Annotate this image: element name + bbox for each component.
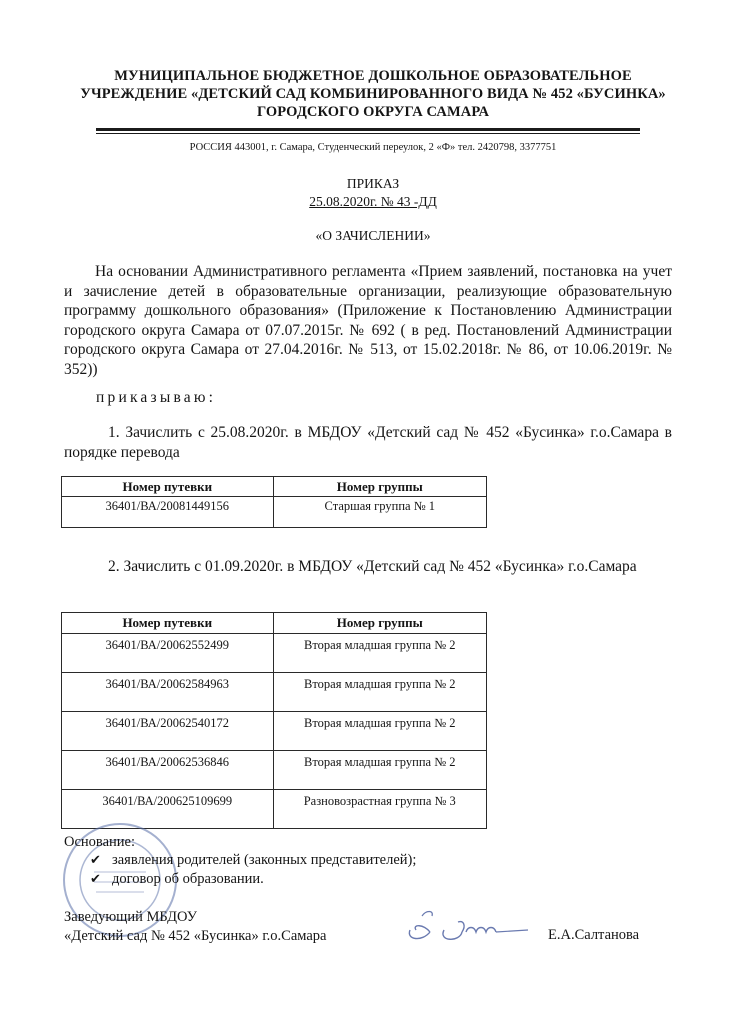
group-number: Старшая группа № 1	[273, 497, 486, 528]
table-row	[62, 497, 487, 528]
voucher-number: 36401/ВА/20062536846	[62, 751, 274, 790]
order-title: ПРИКАЗ	[346, 176, 400, 191]
table-row	[62, 712, 487, 751]
voucher-number: 36401/ВА/20062552499	[62, 634, 274, 673]
handwritten-signature	[404, 906, 534, 944]
column-header-group: Номер группы	[273, 613, 486, 634]
voucher-number: 36401/ВА/20081449156	[62, 497, 274, 528]
voucher-number: 36401/ВА/200625109699	[62, 790, 274, 829]
column-header-voucher: Номер путевки	[62, 477, 274, 497]
table-transfer	[61, 476, 487, 528]
order-number-line	[0, 194, 746, 210]
check-icon: ✔	[90, 853, 101, 868]
item-2-text: 2. Зачислить с 01.09.2020г. в МБДОУ «Детский сад № 452 «Бусинка» г.о.Самара	[108, 558, 637, 575]
table-row	[62, 673, 487, 712]
item-2	[64, 557, 672, 577]
item-1	[64, 423, 672, 463]
signer-organization: «Детский сад № 452 «Бусинка» г.о.Самара	[64, 928, 327, 944]
org-header	[40, 67, 706, 121]
header-rule-thick	[96, 128, 640, 131]
group-number: Разновозрастная группа № 3	[273, 790, 486, 829]
basis-item-text: заявления родителей (законных представителей);	[112, 852, 417, 868]
org-name-line1: МУНИЦИПАЛЬНОЕ БЮДЖЕТНОЕ ДОШКОЛЬНОЕ ОБРАЗОВАТЕЛЬНОЕ	[114, 68, 632, 84]
basis-item	[90, 852, 416, 869]
org-address: РОССИЯ 443001, г. Самара, Студенческий переулок, 2 «Ф» тел. 2420798, 3377751	[189, 142, 557, 153]
signer-name: Е.А.Салтанова	[548, 927, 640, 943]
paragraph-text: На основании Административного регламента «Прием заявлений, постановка на учет и зачисление детей в образовательные организации, реализующие образовательную программу дошкольного образования» (Приложение к Постановлению Администрации городского округа Самара от 07.07.2015г. № 692 ( в ред. Постановлений Администрации городского округа Самара от 27.04.2016г. № 513, от 15.02.2018г. № 86, от 10.06.2019г. № 352))	[64, 263, 672, 378]
column-header-voucher: Номер путевки	[62, 613, 274, 634]
orders-word: приказываю:	[96, 389, 217, 406]
order-subject: «О ЗАЧИСЛЕНИИ»	[315, 228, 431, 243]
table-enrollment	[61, 612, 487, 829]
basis-label: Основание:	[64, 834, 135, 850]
group-number: Вторая младшая группа № 2	[273, 634, 486, 673]
check-icon: ✔	[90, 872, 101, 887]
table-row	[62, 751, 487, 790]
voucher-number: 36401/ВА/20062540172	[62, 712, 274, 751]
group-number: Вторая младшая группа № 2	[273, 673, 486, 712]
org-name-line3: ГОРОДСКОГО ОКРУГА САМАРА	[256, 104, 490, 120]
basis-item	[90, 871, 264, 888]
table-header-row	[62, 477, 487, 497]
org-name-line2: УЧРЕЖДЕНИЕ «ДЕТСКИЙ САД КОМБИНИРОВАННОГО ВИДА № 452 «БУСИНКА»	[80, 86, 666, 102]
item-1-text: 1. Зачислить с 25.08.2020г. в МБДОУ «Детский сад № 452 «Бусинка» г.о.Самара в порядке перевода	[64, 424, 672, 461]
group-number: Вторая младшая группа № 2	[273, 751, 486, 790]
group-number: Вторая младшая группа № 2	[273, 712, 486, 751]
voucher-number: 36401/ВА/20062584963	[62, 673, 274, 712]
order-number: 25.08.2020г. № 43 -ДД	[309, 194, 437, 209]
basis-paragraph	[64, 262, 672, 380]
table-row	[62, 634, 487, 673]
table-header-row	[62, 613, 487, 634]
column-header-group: Номер группы	[273, 477, 486, 497]
header-rule-thin	[96, 133, 640, 134]
basis-item-text: договор об образовании.	[112, 871, 264, 887]
signer-position: Заведующий МБДОУ	[64, 909, 197, 925]
